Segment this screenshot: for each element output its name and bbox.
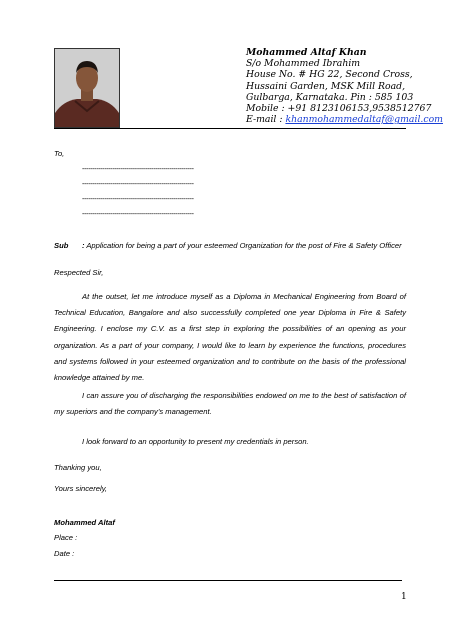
- date-field: Date :: [54, 549, 75, 558]
- person-silhouette-icon: [55, 49, 119, 127]
- mobile-line: Mobile : +91 8123106153,9538512767: [246, 103, 432, 115]
- email-line: [246, 114, 443, 125]
- address-line: House No. # HG 22, Second Cross,: [246, 69, 413, 81]
- address-line: S/o Mohammed Ibrahim: [246, 58, 361, 70]
- subject-colon: :: [82, 241, 85, 250]
- recipient-blank-line: -------------------------------------------------------: [82, 181, 194, 188]
- subject-text: Application for being a part of your esteemed Organization for the post of Fire & Safety Officer: [84, 241, 402, 250]
- paragraph-closing: I look forward to an opportunity to present my credentials in person.: [82, 437, 309, 446]
- footer-divider: [54, 580, 402, 581]
- paragraph-introduction: At the outset, let me introduce myself as a Diploma in Mechanical Engineering from Board of Technical Education, Bangalore and also successfully completed one year Diploma in Fire & Safety Engineering. I enclose my C.V. as a first step in exploring the possibilities of an opening as your organization. As a part of your company, I would like to learn by experience the functions, procedures and systems followed in your esteemed organization and to contribute on the basis of the professional knowledge attained by me.: [54, 292, 406, 383]
- recipient-to: To,: [54, 149, 65, 158]
- subject-line: [82, 241, 402, 250]
- address-line: Gulbarga, Karnataka. Pin : 585 103: [246, 91, 414, 103]
- thanking-line: Thanking you,: [54, 463, 102, 472]
- paragraph-assurance: I can assure you of discharging the responsibilities endowed on me to the best of satisfaction of my superiors and the company’s management.: [54, 391, 406, 417]
- recipient-blank-line: -------------------------------------------------------: [82, 166, 194, 173]
- place-field: Place :: [54, 533, 78, 542]
- email-label: E-mail :: [246, 114, 286, 126]
- email-link[interactable]: khanmohammedaltaf@gmail.com: [285, 114, 443, 126]
- salutation: Respected Sir,: [54, 268, 104, 277]
- signature-name: Mohammed Altaf: [54, 518, 115, 527]
- header-divider: [54, 128, 406, 129]
- page-number: 1: [401, 592, 407, 602]
- closing-line: Yours sincerely,: [54, 484, 108, 493]
- profile-photo: [54, 48, 120, 128]
- recipient-blank-line: -------------------------------------------------------: [82, 211, 194, 218]
- recipient-blank-line: -------------------------------------------------------: [82, 196, 194, 203]
- sender-address-block: [246, 47, 443, 125]
- subject-label: Sub: [54, 241, 69, 250]
- sender-name: Mohammed Altaf Khan: [246, 47, 367, 58]
- address-line: Hussaini Garden, MSK Mill Road,: [246, 80, 406, 92]
